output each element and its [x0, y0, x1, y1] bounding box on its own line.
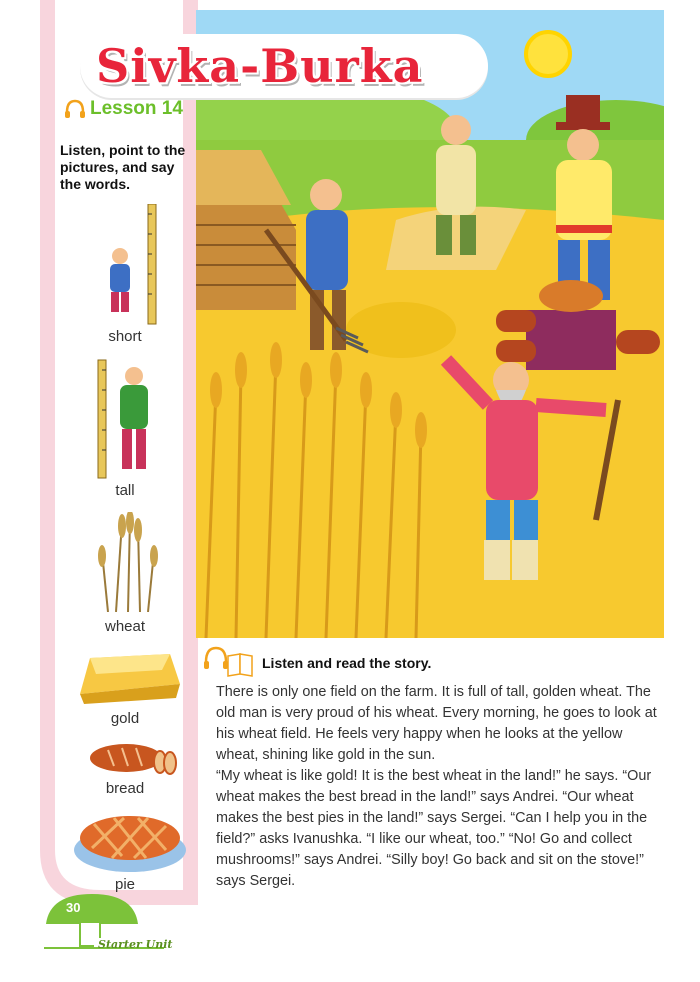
vocabulary-instruction: Listen, point to the pictures, and say the words. [60, 142, 186, 192]
pie-picture [72, 808, 188, 876]
story-illustration [196, 10, 664, 638]
page-title: Sivka-Burka [96, 39, 424, 93]
vocab-word: gold [110, 710, 140, 727]
tall-picture [94, 356, 164, 480]
vocab-word: tall [115, 482, 135, 499]
headphones-icon [64, 98, 86, 120]
vocab-item-gold [64, 710, 186, 728]
short-picture [100, 204, 170, 326]
lesson-label [64, 98, 183, 120]
sun-icon [526, 32, 570, 76]
vocab-item-wheat [64, 618, 186, 636]
vocab-word: short [108, 328, 142, 345]
story-text [216, 682, 668, 892]
vocab-word: pie [114, 876, 136, 893]
bread-picture [88, 740, 182, 776]
vocab-word: wheat [104, 618, 146, 635]
unit-label: Starter Unit [98, 938, 173, 951]
page-number: 30 [66, 900, 81, 915]
vocab-item-bread [64, 780, 186, 798]
wheat-picture [96, 512, 160, 612]
story-paragraph-2: “My wheat is like gold! It is the best wheat in the land!” he says. “Our wheat makes the best bread in the land!” says Andrei. “Our wheat makes the best pies in the land!” says Sergei. “Can I help you in the field?” asks Ivanushka. “I like our wheat, too.” “No! Go and collect mushrooms!” says Andrei. “Silly boy! Go back and sit on the stove!” says Sergei. [216, 768, 652, 889]
vocab-word: bread [105, 780, 145, 797]
lesson-text: Lesson 14 [90, 98, 183, 119]
story-heading: Listen and read the story. [262, 655, 432, 671]
vocab-item-tall [64, 482, 186, 500]
listen-and-read-icon [204, 644, 254, 678]
vocab-item-short [64, 328, 186, 346]
gold-bar-picture [72, 650, 182, 706]
story-paragraph-1: There is only one field on the farm. It is full of tall, golden wheat. The old man is very proud of his wheat. Every morning, he goes to look at his wheat field. He feels very happy when he looks at the yellow wheat, shining like gold in the sun. [216, 684, 657, 763]
